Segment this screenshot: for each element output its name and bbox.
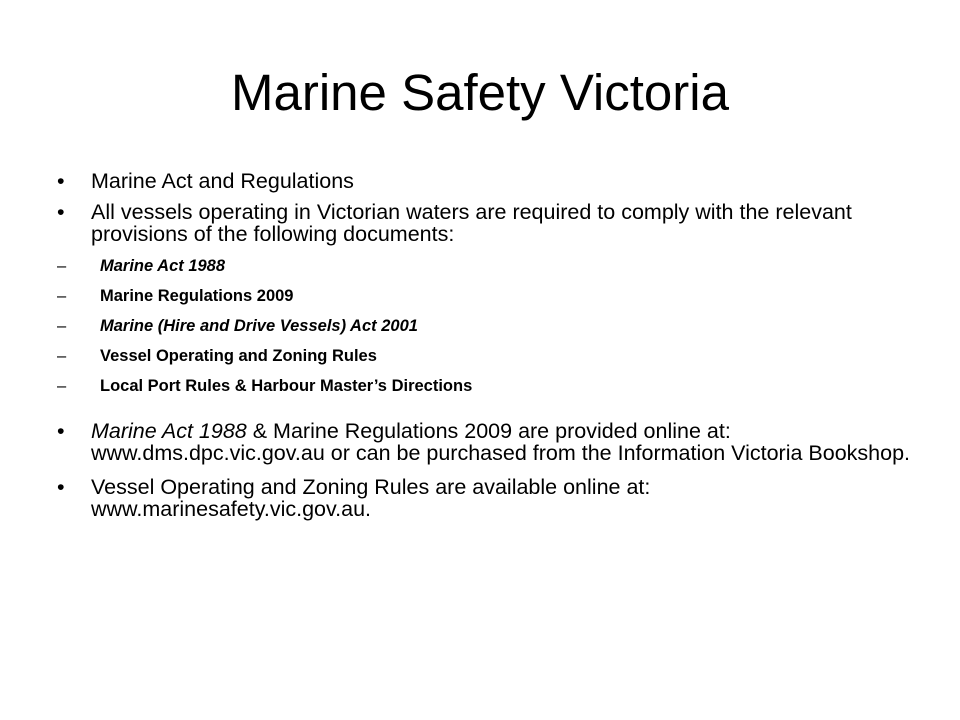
bullet-text: All vessels operating in Victorian waters are required to comply with the relevant provisions of the following documents: [91, 200, 852, 246]
document-name: Marine Regulations 2009 [100, 287, 294, 305]
document-item [57, 317, 917, 336]
document-item [57, 287, 917, 306]
dash-marker: – [57, 317, 67, 335]
document-name: Marine (Hire and Drive Vessels) Act 2001 [100, 317, 418, 335]
document-list [57, 257, 917, 396]
bullet-text: & Marine Regulations 2009 are provided online at: www.dms.dpc.vic.gov.au or can be purchased from the Information Victoria Bookshop. [91, 419, 911, 465]
bullet-marker: • [57, 169, 65, 193]
document-name: Marine Act 1988 [100, 257, 226, 275]
dash-marker: – [57, 377, 67, 395]
slide-title: Marine Safety Victoria [231, 64, 729, 121]
bullet-item [57, 201, 917, 245]
bullet-text: Vessel Operating and Zoning Rules are available online at: www.marinesafety.vic.gov.au. [91, 475, 651, 521]
bullet-text: Marine Act and Regulations [91, 169, 354, 193]
bullet-marker: • [57, 419, 65, 443]
dash-marker: – [57, 347, 67, 365]
dash-marker: – [57, 287, 67, 305]
document-item [57, 377, 917, 396]
document-name: Local Port Rules & Harbour Master’s Directions [100, 377, 473, 395]
document-name: Vessel Operating and Zoning Rules [100, 347, 377, 365]
act-name-italic: Marine Act 1988 [91, 419, 247, 443]
document-item [57, 257, 917, 276]
dash-marker: – [57, 257, 67, 275]
bullet-item [57, 476, 917, 520]
bullet-item [57, 170, 917, 192]
bullet-marker: • [57, 475, 65, 499]
bullet-list [57, 170, 917, 532]
bullet-marker: • [57, 200, 65, 224]
bullet-item [57, 420, 917, 464]
document-item [57, 347, 917, 366]
